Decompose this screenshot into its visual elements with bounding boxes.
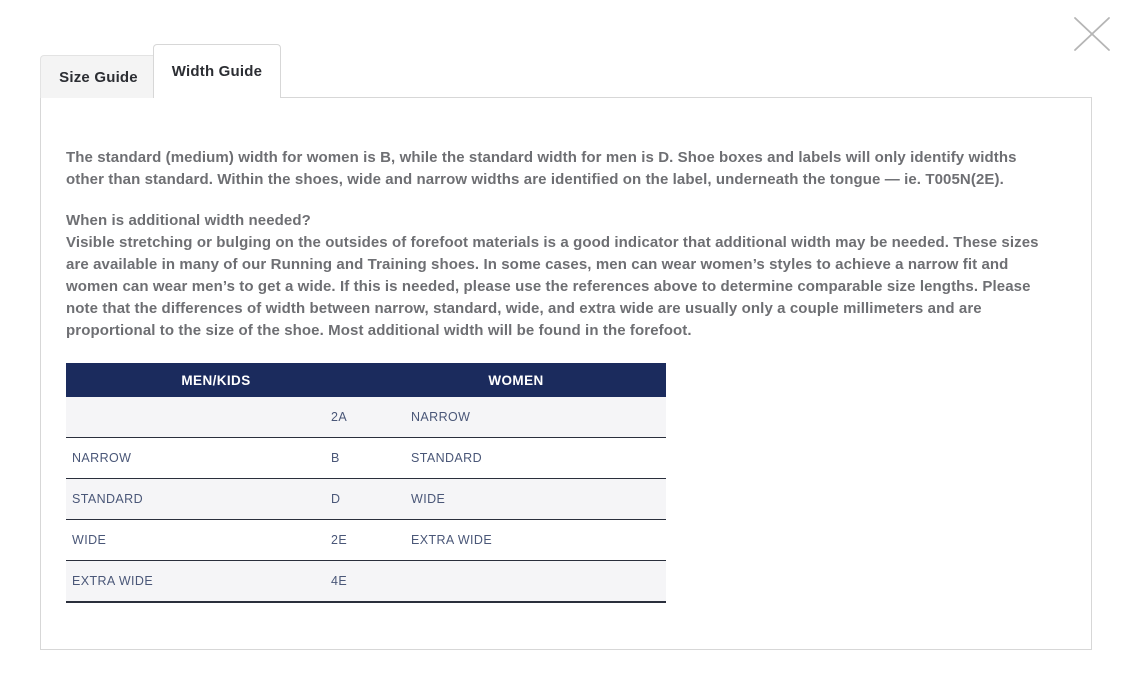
cell-width-code: B — [331, 451, 340, 465]
cell-women: WIDE — [411, 492, 446, 506]
table-row — [66, 561, 666, 603]
cell-width-code: 4E — [331, 574, 348, 588]
table-row — [66, 438, 666, 479]
cell-width-code: 2A — [331, 410, 348, 424]
cell-men-kids: NARROW — [72, 451, 132, 465]
width-table — [66, 363, 666, 603]
width-explanation: Visible stretching or bulging on the outsides of forefoot materials is a good indicator that additional width may be needed. These sizes are available in many of our Running and Training shoes. In some cases, men can wear women’s styles to achieve a narrow fit and women can wear men’s to get a wide. If this is needed, please use the references above to determine comparable size lengths. Please note that the differences of width between narrow, standard, wide, and extra wide are usually only a couple millimeters and are proportional to the size of the shoe. Most additional width will be found in the forefoot. — [66, 234, 1039, 339]
cell-women: EXTRA WIDE — [411, 533, 493, 547]
table-row — [66, 397, 666, 438]
tab-width-guide-label: Width Guide — [171, 63, 263, 80]
cell-women: STANDARD — [411, 451, 483, 465]
intro-paragraph: The standard (medium) width for women is B, while the standard width for men is D. Shoe boxes and labels will only identify widths other than standard. Within the shoes, wide and narrow widths are identified on the label, underneath the tongue — ie. T005N(2E). — [66, 149, 1017, 188]
width-question: When is additional width needed? — [66, 212, 311, 229]
close-icon — [1072, 15, 1112, 53]
close-button[interactable] — [1072, 15, 1112, 53]
cell-men-kids: EXTRA WIDE — [72, 574, 154, 588]
tab-width-guide[interactable] — [153, 44, 281, 98]
cell-women: NARROW — [411, 410, 471, 424]
cell-men-kids: STANDARD — [72, 492, 144, 506]
column-header-women: WOMEN — [488, 372, 544, 388]
column-header-men-kids: MEN/KIDS — [181, 372, 251, 388]
cell-width-code: D — [331, 492, 341, 506]
cell-width-code: 2E — [331, 533, 348, 547]
tab-size-guide[interactable] — [40, 55, 157, 98]
cell-men-kids: WIDE — [72, 533, 107, 547]
table-row — [66, 479, 666, 520]
table-row — [66, 520, 666, 561]
table-header-row — [66, 363, 666, 397]
tab-size-guide-label: Size Guide — [59, 68, 138, 86]
tab-bar — [40, 44, 281, 98]
width-guide-panel — [40, 97, 1092, 650]
